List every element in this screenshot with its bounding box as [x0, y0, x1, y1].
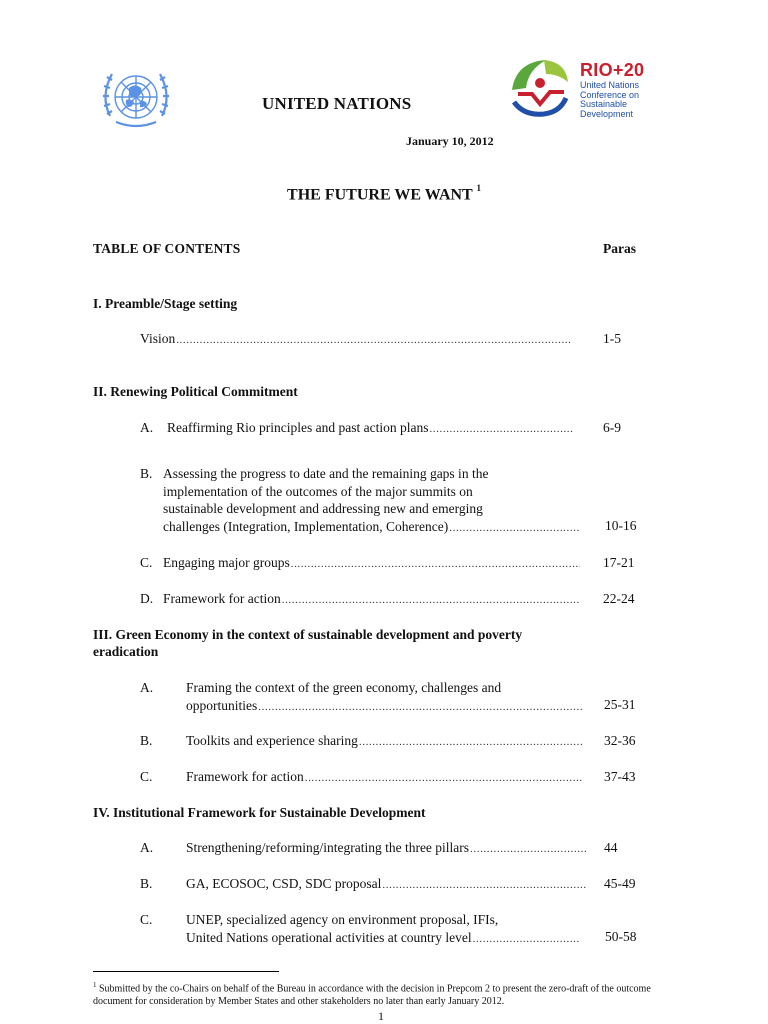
toc-entry-title-line	[186, 929, 580, 949]
toc-entry-title: Engaging major groups	[163, 555, 290, 570]
toc-entry-letter: A.	[140, 680, 154, 695]
dot-leader	[429, 421, 574, 439]
rio20-subtitle-line: Sustainable	[580, 99, 628, 110]
toc-entry-title: sustainable development and addressing new and emerging	[163, 501, 483, 516]
dot-leader	[282, 592, 580, 610]
toc-entry-paras: 37-43	[604, 769, 636, 784]
toc-entry-paras: 22-24	[603, 591, 635, 606]
toc-entry-paras: 45-49	[604, 876, 636, 891]
toc-entry-title-line	[163, 590, 580, 610]
toc-entry-letter: A.	[140, 420, 154, 435]
dot-leader	[305, 770, 582, 788]
toc-entry-title: Framing the context of the green economy, challenges and	[186, 680, 502, 695]
toc-entry-letter: D.	[140, 591, 154, 606]
footnote-mark: 1	[93, 981, 97, 989]
rio20-figure-mark	[504, 50, 576, 122]
rio20-subtitle-line: United Nations	[580, 80, 640, 90]
toc-entry-paras: 32-36	[604, 733, 636, 748]
toc-entry-title-line	[186, 768, 582, 788]
toc-entry-title-line	[163, 518, 580, 538]
footnote-text: Submitted by the co-Chairs on behalf of the Bureau in accordance with the decision in Prepcom 2 to present the zero-draft of the outcome document for consideration by Member States and other stakeholders no later than early January 2012.	[93, 983, 651, 1008]
toc-entry-letter: B.	[140, 733, 153, 748]
toc-heading: TABLE OF CONTENTS	[93, 241, 241, 256]
toc-section-heading: II. Renewing Political Commitment	[93, 384, 298, 399]
toc-entry-title: Framework for action	[163, 591, 281, 606]
document-title	[0, 185, 768, 204]
toc-entry-title: Vision	[140, 331, 176, 346]
toc-entry-letter: C.	[140, 555, 153, 570]
footnote-reference[interactable]: 1	[476, 183, 481, 193]
toc-entry-letter: C.	[140, 912, 153, 927]
footnote	[93, 979, 673, 1008]
rio20-subtitle-line: Conference on	[580, 89, 640, 100]
dot-leader	[382, 877, 586, 895]
toc-entry-letter: B.	[140, 876, 153, 891]
dot-leader	[449, 520, 580, 538]
toc-entry-title: Assessing the progress to date and the remaining gaps in the	[163, 466, 489, 481]
rio20-subtitle	[580, 81, 670, 119]
toc-entry-title: Reaffirming Rio principles and past action plans	[167, 420, 429, 435]
rio20-logo	[504, 50, 664, 122]
toc-entry-title-line	[186, 875, 586, 895]
toc-entry-title: Framework for action	[186, 769, 304, 784]
dot-leader	[473, 931, 580, 949]
rio20-subtitle-line: Development	[580, 108, 634, 119]
toc-entry-title-line	[186, 839, 586, 859]
footnote-separator	[93, 971, 279, 972]
toc-entry-letter: A.	[140, 840, 154, 855]
toc-entry-paras: 50-58	[605, 929, 637, 944]
toc-entry-paras: 25-31	[604, 697, 636, 712]
toc-paras-column-label: Paras	[603, 241, 636, 256]
toc-entry-title-line	[167, 419, 574, 439]
dot-leader	[470, 841, 586, 859]
dot-leader	[176, 332, 572, 350]
organization-name: UNITED NATIONS	[262, 94, 412, 113]
document-date: January 10, 2012	[406, 134, 494, 148]
toc-entry-title-line	[140, 330, 572, 350]
toc-entry-title-line	[163, 554, 580, 574]
toc-entry-paras: 6-9	[603, 420, 621, 435]
toc-entry-paras: 10-16	[605, 518, 637, 533]
toc-entry-title: implementation of the outcomes of the major summits on	[163, 483, 473, 499]
toc-entry-title-line	[186, 697, 582, 717]
toc-entry-title: opportunities	[186, 697, 258, 713]
dot-leader	[291, 556, 580, 574]
toc-entry-letter: B.	[140, 466, 153, 481]
toc-entry-title: challenges (Integration, Implementation, Coherence)	[163, 518, 449, 534]
toc-entry-letter: C.	[140, 769, 153, 784]
toc-entry-paras: 44	[604, 840, 618, 855]
document-title-text: THE FUTURE WE WANT	[287, 186, 473, 204]
toc-entry-title: Toolkits and experience sharing	[186, 733, 358, 748]
dot-leader	[359, 734, 582, 752]
toc-entry-paras: 17-21	[603, 555, 635, 570]
toc-section-heading: IV. Institutional Framework for Sustainable Development	[93, 805, 426, 820]
toc-entry-title: United Nations operational activities at country level	[186, 929, 472, 945]
rio20-title: RIO+20	[580, 60, 645, 80]
toc-entry-title-line	[186, 732, 582, 752]
toc-entry-title: GA, ECOSOC, CSD, SDC proposal	[186, 876, 382, 891]
toc-entry-title: Strengthening/reforming/integrating the three pillars	[186, 840, 470, 855]
un-emblem-logo	[96, 64, 176, 134]
page-number: 1	[378, 1009, 384, 1023]
toc-section-heading: I. Preamble/Stage setting	[93, 296, 238, 311]
toc-section-heading: III. Green Economy in the context of sustainable development and poverty eradication	[93, 627, 523, 659]
dot-leader	[258, 699, 582, 717]
toc-entry-title: UNEP, specialized agency on environment proposal, IFIs,	[186, 912, 499, 927]
toc-entry-paras: 1-5	[603, 331, 621, 346]
